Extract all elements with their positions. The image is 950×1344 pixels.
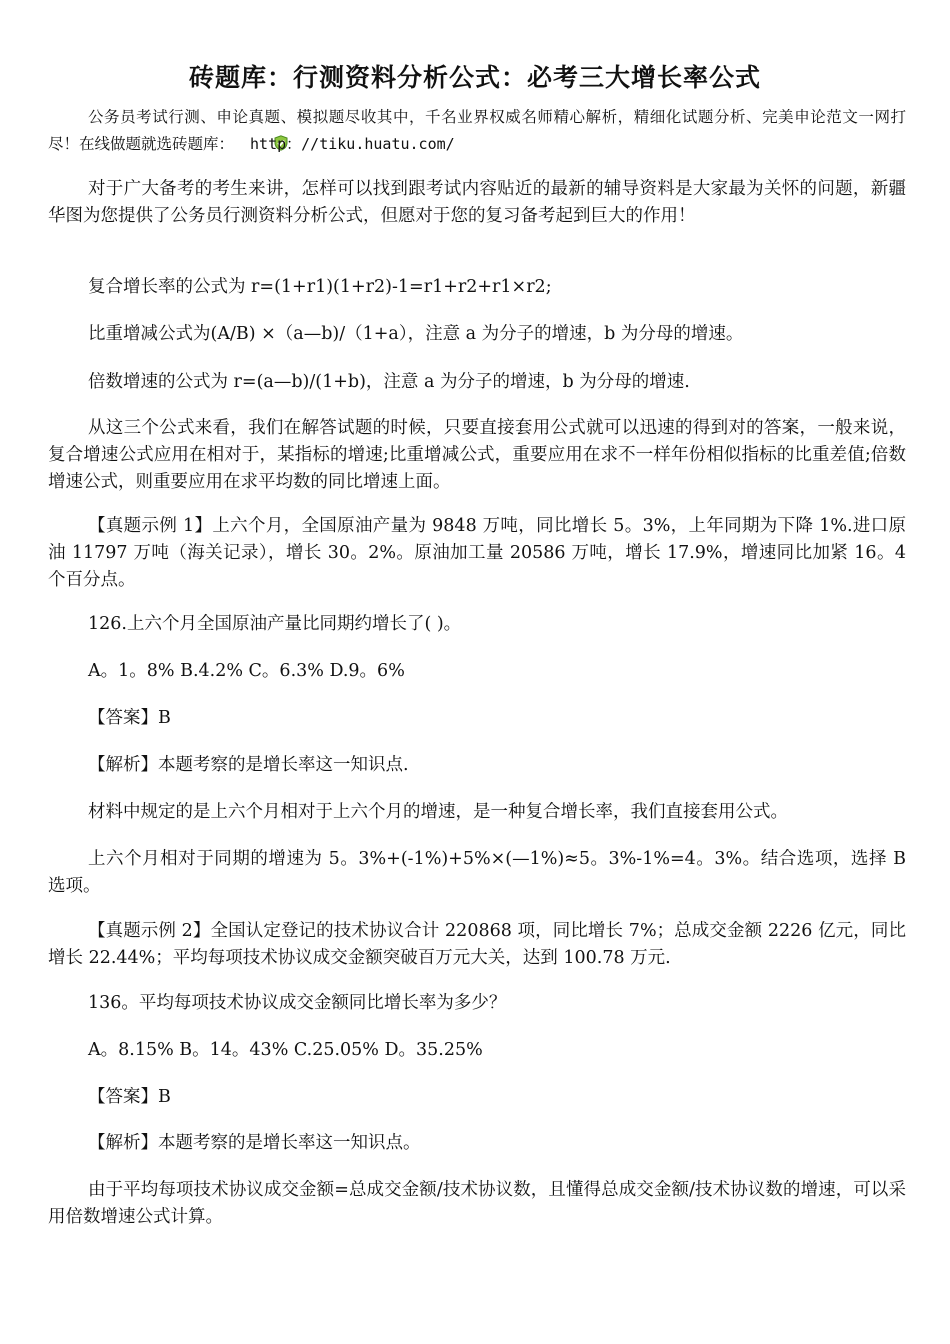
question-126: 126.上六个月全国原油产量比同期约增长了( )。 xyxy=(88,614,462,634)
intro-text: 公务员考试行测、申论真题、模拟题尽收其中，千名业界权威名师精心解析，精细化试题分析、完美申论范文一网打 尽！在线做题就选砖题库： xyxy=(48,108,906,153)
question-136-analysis-heading: 【解析】本题考察的是增长率这一知识点。 xyxy=(88,1133,421,1153)
question-126-answer: 【答案】B xyxy=(88,708,171,728)
intro-paragraph xyxy=(48,104,906,158)
question-126-options: A。1。8% B.4.2% C。6.3% D.9。6% xyxy=(88,661,405,681)
paragraph-formula-usage: 从这三个公式来看，我们在解答试题的时候，只要直接套用公式就可以迅速的得到对的答案，一般来说，复合增速公式应用在相对于，某指标的增速;比重增减公式，重要应用在求不一样年份相似指标的比重差值;倍数增速公式，则重要应用在求平均数的同比增速上面。 xyxy=(48,418,906,492)
question-136-options: A。8.15% B。14。43% C.25.05% D。35.25% xyxy=(88,1040,483,1060)
formula-compound-growth: 复合增长率的公式为 r=(1+r1)(1+r2)-1=r1+r2+r1×r2; xyxy=(88,277,552,297)
question-136: 136。平均每项技术协议成交金额同比增长率为多少？ xyxy=(88,993,507,1013)
formula-multiple-growth: 倍数增速的公式为 r=(a—b)/(1+b)，注意 a 为分子的增速，b 为分母的增速. xyxy=(88,372,690,392)
question-126-analysis-text: 材料中规定的是上六个月相对于上六个月的增速，是一种复合增长率，我们直接套用公式。 xyxy=(88,802,788,822)
example-2-material: 【真题示例 2】全国认定登记的技术协议合计 220868 项，同比增长 7%；总成交金额 2226 亿元，同比增长 22.44%；平均每项技术协议成交金额突破百万元大关，达到 100.78 万元. xyxy=(48,921,906,968)
question-126-analysis-heading: 【解析】本题考察的是增长率这一知识点. xyxy=(88,755,409,775)
page-title: 砖题库：行测资料分析公式：必考三大增长率公式 xyxy=(188,63,761,92)
intro-url-link[interactable]: http：//tiku.huatu.com/ xyxy=(250,135,455,153)
question-126-calculation: 上六个月相对于同期的增速为 5。3%+(-1%)+5%×(—1%)≈5。3%-1%=4。3%。结合选项，选择 B 选项。 xyxy=(48,849,906,896)
formula-proportion-change: 比重增减公式为(A/B) ×（a—b)/（1+a），注意 a 为分子的增速，b 为分母的增速。 xyxy=(88,324,744,344)
question-136-analysis-text: 由于平均每项技术协议成交金额=总成交金额/技术协议数，且懂得总成交金额/技术协议数的增速，可以采用倍数增速公式计算。 xyxy=(48,1180,906,1227)
example-1-material: 【真题示例 1】上六个月，全国原油产量为 9848 万吨，同比增长 5。3%，上年同期为下降 1%.进口原油 11797 万吨（海关记录），增长 30。2%。原油加工量 20586 万吨，增长 17.9%，增速同比加紧 16。4 个百分点。 xyxy=(48,516,906,590)
shield-check-icon xyxy=(234,133,248,149)
question-136-answer: 【答案】B xyxy=(88,1087,171,1107)
paragraph-intro-note: 对于广大备考的考生来讲，怎样可以找到跟考试内容贴近的最新的辅导资料是大家最为关怀的问题，新疆华图为您提供了公务员行测资料分析公式，但愿对于您的复习备考起到巨大的作用！ xyxy=(48,179,906,226)
